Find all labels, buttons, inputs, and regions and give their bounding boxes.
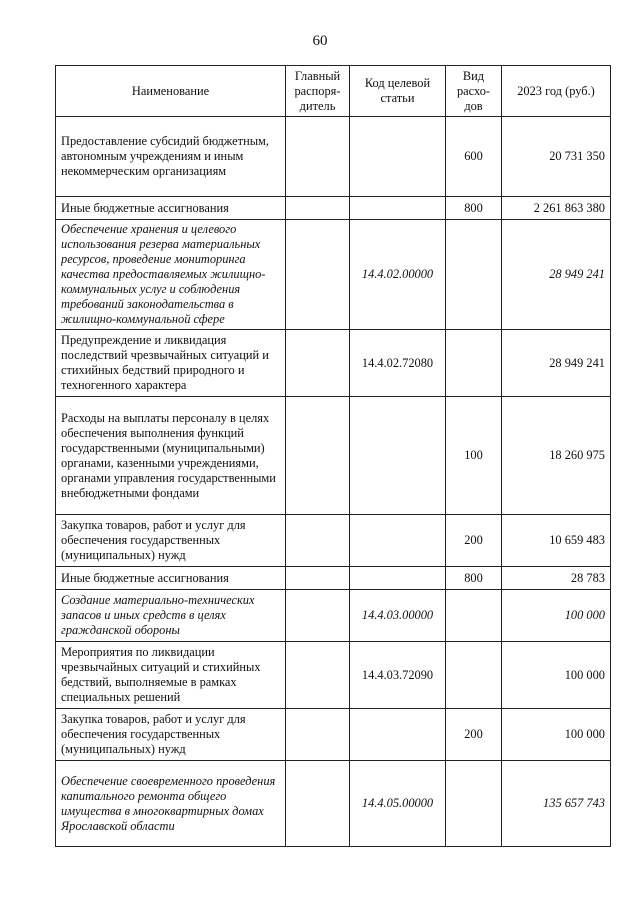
cell-amount: 18 260 975 xyxy=(502,397,611,515)
cell-type: 200 xyxy=(446,515,502,567)
cell-admin xyxy=(286,117,350,197)
table-row xyxy=(56,761,611,847)
cell-admin xyxy=(286,590,350,642)
cell-name: Мероприятия по ликвидации чрезвычайных ситуаций и стихийных бедствий, выполняемые в рамках специальных решений xyxy=(56,642,286,709)
cell-admin xyxy=(286,397,350,515)
cell-amount: 135 657 743 xyxy=(502,761,611,847)
cell-admin xyxy=(286,709,350,761)
table-row xyxy=(56,567,611,590)
cell-name: Обеспечение своевременного проведения капитального ремонта общего имущества в многоквартирных домах Ярославской области xyxy=(56,761,286,847)
table-header-row xyxy=(56,66,611,117)
cell-name: Создание материально-технических запасов и иных средств в целях гражданской обороны xyxy=(56,590,286,642)
cell-admin xyxy=(286,197,350,220)
cell-type xyxy=(446,761,502,847)
cell-amount: 100 000 xyxy=(502,709,611,761)
table-row xyxy=(56,642,611,709)
cell-amount: 20 731 350 xyxy=(502,117,611,197)
header-type: Вид расхо-дов xyxy=(446,66,502,117)
header-code: Код целевой статьи xyxy=(350,66,446,117)
cell-name: Предоставление субсидий бюджетным, автономным учреждениям и иным некоммерческим организациям xyxy=(56,117,286,197)
cell-name: Иные бюджетные ассигнования xyxy=(56,567,286,590)
cell-type xyxy=(446,590,502,642)
cell-code: 14.4.03.72090 xyxy=(350,642,446,709)
header-admin: Главный распоря-дитель xyxy=(286,66,350,117)
cell-type: 800 xyxy=(446,567,502,590)
cell-code: 14.4.02.72080 xyxy=(350,330,446,397)
cell-type: 200 xyxy=(446,709,502,761)
cell-admin xyxy=(286,761,350,847)
page-number: 60 xyxy=(312,33,328,49)
cell-name: Расходы на выплаты персоналу в целях обеспечения выполнения функций государственными (муниципальными) органами, казенными учреждениями, органами управления государственными внебюджетными фондами xyxy=(56,397,286,515)
cell-code: 14.4.02.00000 xyxy=(350,220,446,330)
cell-type: 800 xyxy=(446,197,502,220)
cell-name: Закупка товаров, работ и услуг для обеспечения государственных (муниципальных) нужд xyxy=(56,515,286,567)
cell-admin xyxy=(286,642,350,709)
cell-code xyxy=(350,197,446,220)
cell-amount: 28 949 241 xyxy=(502,330,611,397)
table-row xyxy=(56,590,611,642)
cell-amount: 2 261 863 380 xyxy=(502,197,611,220)
header-amount: 2023 год (руб.) xyxy=(502,66,611,117)
table-row xyxy=(56,397,611,515)
cell-amount: 10 659 483 xyxy=(502,515,611,567)
table-row xyxy=(56,117,611,197)
cell-code: 14.4.05.00000 xyxy=(350,761,446,847)
cell-name: Закупка товаров, работ и услуг для обеспечения государственных (муниципальных) нужд xyxy=(56,709,286,761)
cell-amount: 100 000 xyxy=(502,642,611,709)
cell-admin xyxy=(286,330,350,397)
cell-admin xyxy=(286,220,350,330)
cell-type xyxy=(446,642,502,709)
cell-code xyxy=(350,515,446,567)
table-body xyxy=(56,117,611,847)
table-row xyxy=(56,330,611,397)
cell-amount: 28 783 xyxy=(502,567,611,590)
cell-admin xyxy=(286,567,350,590)
budget-table xyxy=(55,65,611,847)
cell-name: Обеспечение хранения и целевого использования резерва материальных ресурсов, проведение мониторинга качества предоставляемых жилищно-коммунальных услуг и соблюдения требований законодательства в жилищно-коммунальной сфере xyxy=(56,220,286,330)
cell-type xyxy=(446,220,502,330)
cell-amount: 100 000 xyxy=(502,590,611,642)
cell-code xyxy=(350,709,446,761)
cell-admin xyxy=(286,515,350,567)
cell-amount: 28 949 241 xyxy=(502,220,611,330)
cell-code xyxy=(350,117,446,197)
cell-type xyxy=(446,330,502,397)
cell-code: 14.4.03.00000 xyxy=(350,590,446,642)
cell-code xyxy=(350,397,446,515)
table-row xyxy=(56,709,611,761)
cell-name: Предупреждение и ликвидация последствий чрезвычайных ситуаций и стихийных бедствий природного и техногенного характера xyxy=(56,330,286,397)
table-row xyxy=(56,220,611,330)
cell-code xyxy=(350,567,446,590)
table-row xyxy=(56,197,611,220)
header-name: Наименование xyxy=(56,66,286,117)
cell-type: 600 xyxy=(446,117,502,197)
table-row xyxy=(56,515,611,567)
cell-name: Иные бюджетные ассигнования xyxy=(56,197,286,220)
cell-type: 100 xyxy=(446,397,502,515)
